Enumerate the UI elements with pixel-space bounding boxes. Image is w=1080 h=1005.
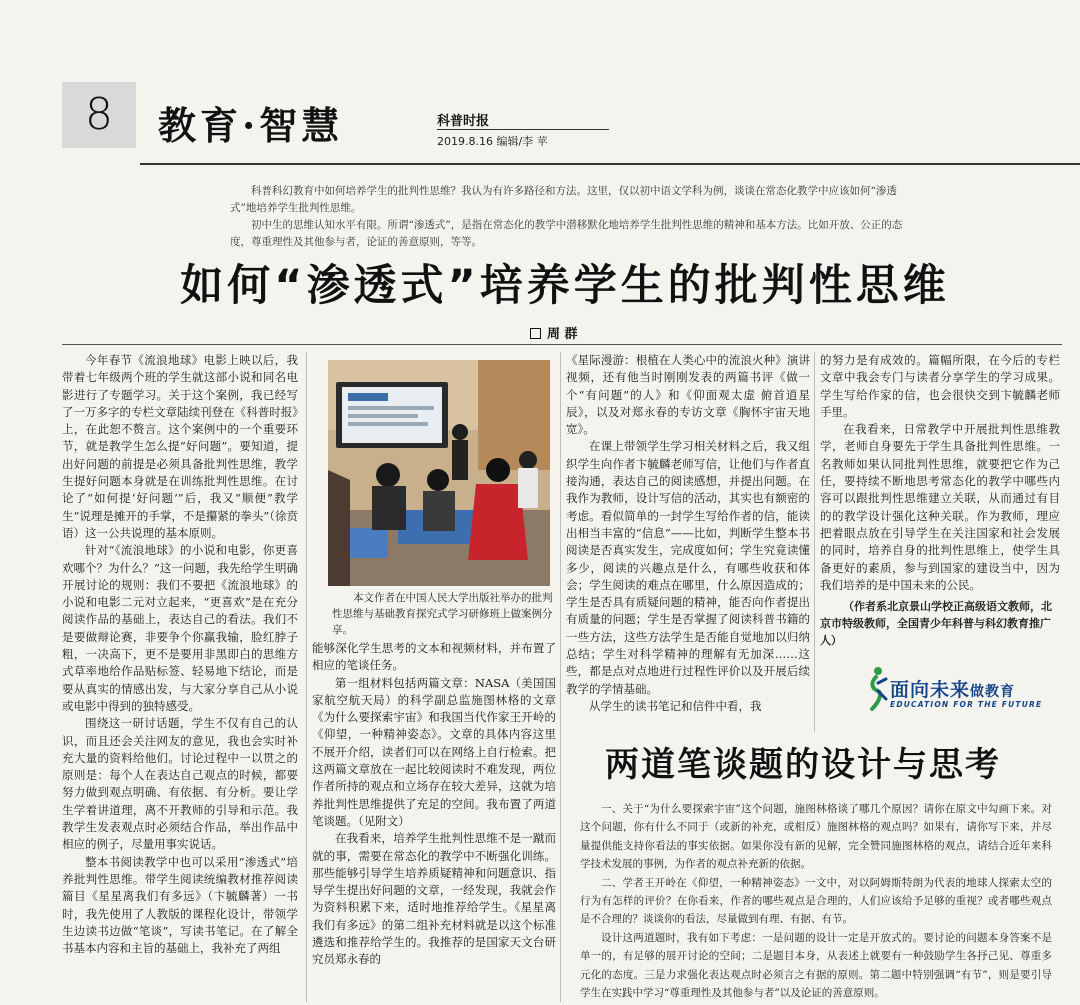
paragraph: 能够深化学生思考的文本和视频材料，并布置了相应的笔谈任务。 <box>312 641 556 673</box>
section-title: 教育·智慧 <box>158 103 344 148</box>
appendix-paragraph: 设计这两道题时，我有如下考虑：一是问题的设计一定是开放式的。要讨论的问题本身答案不是单一的，有足够的展开讨论的空间；二是题目本身，从表述上就要有一种鼓励学生各抒己见、尊重多元化的态度。三是力求强化表达观点时必须言之有据的原则。第二题中特别强调“有节”，则是要引导学生在实践中学习“尊重理性及其他参与者”以及论证的善意原则。 <box>580 931 1052 1000</box>
classroom-photo <box>328 360 550 586</box>
headline-rule <box>62 344 1062 345</box>
article-column-2 <box>312 640 556 1002</box>
column-divider <box>814 352 815 732</box>
byline-box-icon <box>530 328 541 339</box>
article-headline: 如何“渗透式”培养学生的批判性思维 <box>180 261 950 311</box>
paragraph: 从学生的读书笔记和信件中看，我 <box>589 698 762 713</box>
logo-suffix: 做教育 <box>970 684 1016 700</box>
appendix-headline: 两道笔谈题的设计与思考 <box>605 745 1001 785</box>
lead-paragraph: 科普科幻教育中如何培养学生的批判性思维？我认为有许多路径和方法。这里，仅以初中语文学科为例，谈谈在常态化教学中应该如何“渗透式”地培养学生批判性思维。 <box>230 185 897 214</box>
logo-name: 面向未来 <box>890 679 971 701</box>
masthead-rule <box>140 163 1080 165</box>
appendix-body <box>580 800 1052 1000</box>
paragraph: 在我看来，日常教学中开展批判性思维教学，老师自身要先于学生具备批判性思维。一名教师如果认同批判性思维，就要把它作为己任，要持续不断地思考常态化的教学中哪些内容可以跟批判性思维建立关联，从而通过有目的的教学设计强化这种关联。作为教师，理应把着眼点放在引导学生在关注国家和社会发展的同时，培养自身的批判性思维上，使学生具备更好的素质，参与到国家的建设当中，因为我们培养的是中国未来的公民。 <box>820 422 1060 592</box>
photo-caption: 本文作者在中国人民大学出版社举办的批判性思维与基础教育探究式学习研修班上做案例分享。 <box>332 592 553 636</box>
appendix-paragraph: 一、关于“为什么要探索宇宙”这个问题，施图林格谈了哪几个原因？请你在原文中勾画下来。对这个问题，你有什么不同于（或新的补充，或相反）施图林格的观点吗？如果有，请你写下来，并尽量提供能支持你看法的事实依据。如果你没有新的见解，完全赞同施图林格的观点，请结合近年来科学技术发展的事例，为作者的观点补充新的依据。 <box>580 803 1052 871</box>
paragraph: 第一组材料包括两篇文章：NASA（美国国家航空航天局）的科学副总监施图林格的文章《为什么要探索宇宙》和我国当代作家王开岭的《仰望，一种精神姿态》。文章的具体内容这里不展开介绍，读者们可以在网络上自行检索。把这两篇文章放在一起比较阅读时不难发现，两位作者所持的观点和立场存在较大差异，这就为培养批判性思维提供了充足的空间。我布置了两道笔谈题。（见附文） <box>312 675 556 828</box>
education-future-logo <box>864 665 1064 721</box>
article-column-1 <box>62 352 298 1002</box>
issue-date-editor: 2019.8.16 编辑/李 苹 <box>437 135 548 148</box>
paragraph: 《星际漫游：根植在人类心中的流浪火种》演讲视频，还有他当时刚刚发表的两篇书评《做一个“有问题”的人》和《仰面观太虚 俯首逍星辰》，以及对郑永春的专访文章《胸怀宇宙天地宽》。 <box>566 353 810 437</box>
newspaper-name: 科普时报 <box>437 114 490 129</box>
paragraph: 在我看来，培养学生批判性思维不是一蹴而就的事，需要在常态化的教学中不断强化训练。那些能够引导学生培养质疑精神和问题意识、指导学生提出好问题的文章，一经发现，我就会作为资料积累下来，适时地推荐给学生。《星星离我们有多远》的第二组补充材料就是以这个标准遴选和推荐给学生的。我推荐的是国家天文台研究员郑永春的 <box>312 831 556 967</box>
author-note: （作者系北京景山学校正高级语文教师，北京市特级教师，全国青少年科普与科幻教育推广人） <box>820 600 1052 647</box>
article-column-4 <box>820 352 1060 620</box>
article-column-3 <box>566 352 810 732</box>
appendix-paragraph: 二、学者王开岭在《仰望，一种精神姿态》一文中，对以阿姆斯特朗为代表的地球人探索太空的行为有怎样的评价？在你看来，作者的哪些观点是合理的，人们应该给予足够的重视？或者哪些观点是不合理的？谈谈你的看法，尽量做到有理、有据、有节。 <box>580 876 1052 926</box>
logo-text-en: EDUCATION FOR THE FUTURE <box>890 700 1043 709</box>
paragraph: 围绕这一研讨话题，学生不仅有自己的认识，而且还会关注网友的意见，我也会实时补充大量的资料给他们。讨论过程中一以贯之的原则是：每个人在表达自己观点的时候，都要努力做到观点明确、有依据、有分析。要让学生学着讲道理，离不开教师的引导和示范。我教学生发表观点时必须结合作品，举出作品中相应的例子，尽量用事实说话。 <box>62 716 298 852</box>
author-name: 周 群 <box>547 327 578 342</box>
byline <box>530 323 578 342</box>
paragraph: 在课上带领学生学习相关材料之后，我又组织学生向作者卞毓麟老师写信，让他们与作者直接沟通，表达自己的阅读感想，并提出问题。在我作为教师，设计写信的活动，其实也有额密的考虑。看似简单的一封学生写给作者的信，能读出相当丰富的“信息”——比如，判断学生整本书阅读是否真实发生，完成度如何；学生究竟读懂多少，阅读的兴趣点是什么，有哪些收获和体会；学生阅读的难点在哪里，什么原因造成的；学生是否具有质疑问题的精神，能否向作者提出有质量的问题；学生是否掌握了阅读科普书籍的一些方法，这些方法学生是否能自觉地加以归纳总结；学生对科学精神的理解有无加深……这些，都是点对点地进行过程性评价以及开展后续教学的学情基础。 <box>566 439 810 696</box>
classroom-photo-image <box>328 360 550 586</box>
paragraph: 针对“《流浪地球》的小说和电影，你更喜欢哪个？为什么？”这一问题，我先给学生明确开展讨论的规则：我们不要把《流浪地球》的小说和电影二元对立起来，“更喜欢”是在充分阅读作品的基础上，表达自己的看法。我们不是要做辩论赛，非要争个你赢我输，脸红脖子粗，一决高下，更不是要用非黑即白的思维方式草率地给作品贴标签、轻易地下结论，而是要从真实的情感出发，与大家分享自己从小说或电影中得到的独特感受。 <box>62 543 298 713</box>
paragraph: 的努力是有成效的。篇幅所限，在今后的专栏文章中我会专门与读者分享学生的学习成果。学生写给作家的信，也会很快交到卞毓麟老师手里。 <box>820 353 1060 419</box>
masthead-short-rule <box>437 129 609 130</box>
column-divider <box>560 352 561 1002</box>
column-divider <box>306 352 307 1002</box>
paragraph: 整本书阅读教学中也可以采用“渗透式”培养批判性思维。带学生阅读统编教材推荐阅读篇目《星星离我们有多远》（卞毓麟著）一书时，我先使用了人教版的课程化设计，带领学生边读书边做“笔谈”，写读书笔记。在了解全书基本内容和主旨的基础上，我补充了两组 <box>62 854 298 956</box>
page-number: 8 <box>62 82 136 148</box>
paragraph: 今年春节《流浪地球》电影上映以后，我带着七年级两个班的学生就这部小说和同名电影进行了专题学习。关于这个案例，我已经写了一万多字的专栏文章陆续刊登在《科普时报》上，在此恕不赘言。这个案例中的一个重要环节，就是教学生怎么提“好问题”。要知道，提出好问题的前提是必须具备批判性思维，教学生提好问题本身就是在训练批判性思维。在讨论了“如何提‘好问题’”后，我又“顺便”教学生“说理是摊开的手掌，不是攥紧的拳头”（徐贲语）这一公共说理的基本原则。 <box>62 353 298 540</box>
runner-logo-icon <box>864 665 888 713</box>
lead-paragraph: 初中生的思维认知水平有限。所谓“渗透式”，是指在常态化的教学中潜移默化地培养学生批判性思维的精神和基本方法。比如开放、公正的态度，尊重理性及其他参与者，论证的善意原则，等等。 <box>230 219 903 248</box>
logo-text-cn <box>890 675 1015 702</box>
lead-paragraphs <box>230 183 920 251</box>
